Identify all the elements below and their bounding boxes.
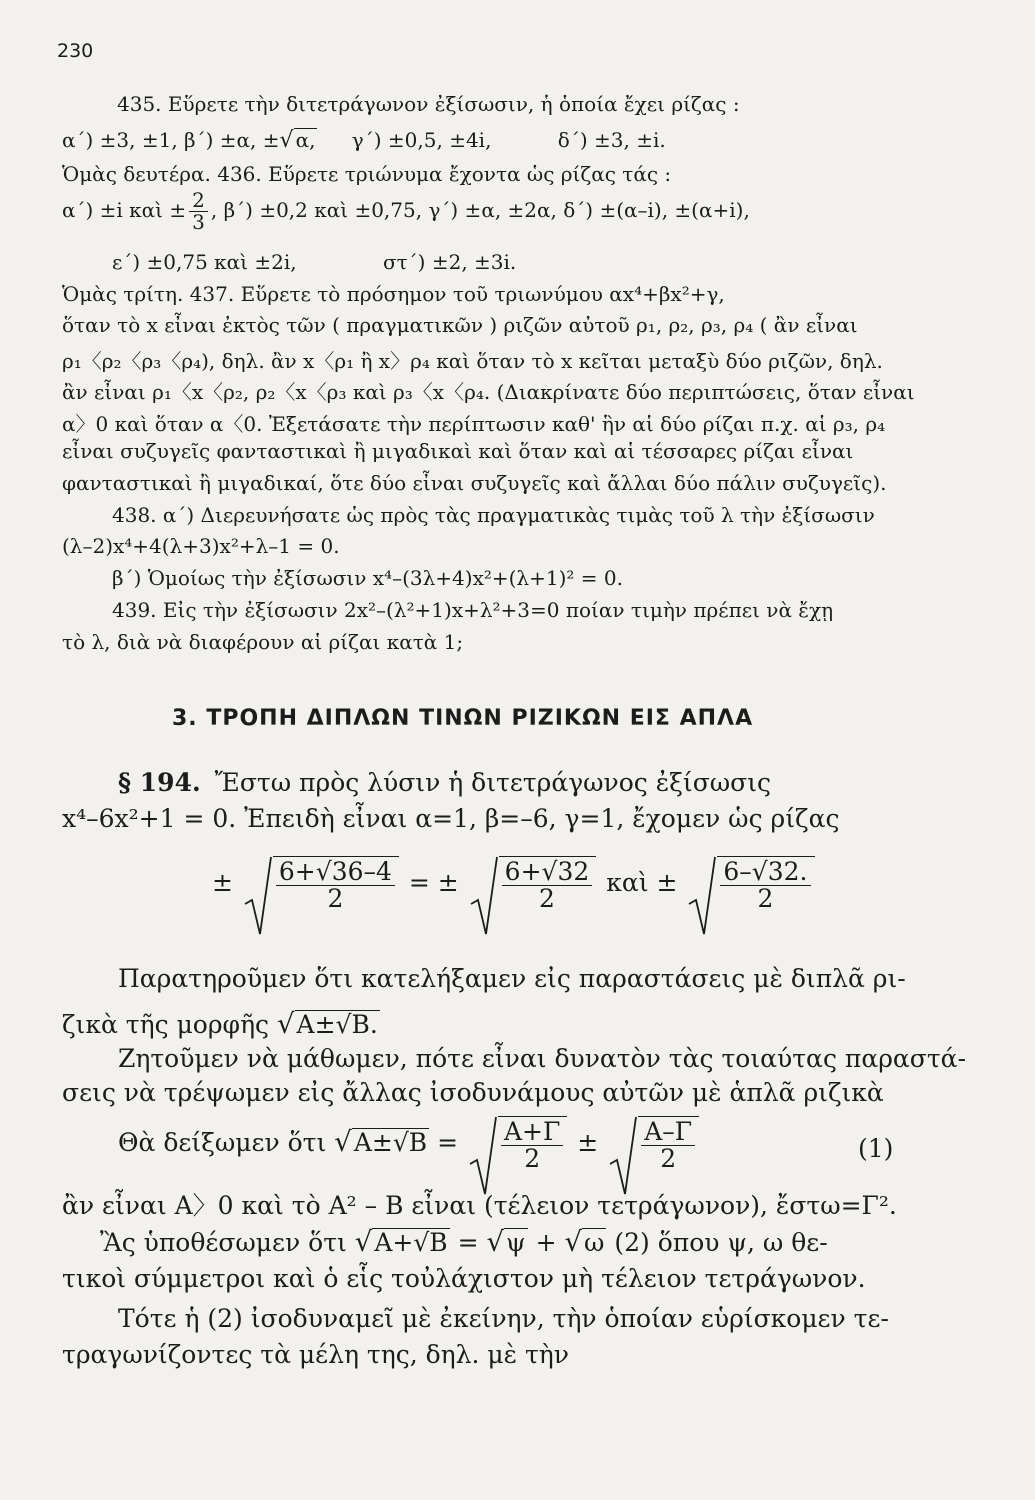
text-line-27: τικοὶ σύμμετροι καὶ ὁ εἷς τοὐλάχιστον μὴ τέλειον τετράγωνον. — [62, 1264, 866, 1293]
identity-1-lhs: A±√B — [353, 1127, 428, 1157]
identity-root-2-fraction — [641, 1119, 695, 1173]
text-line-7: ὅταν τὸ x εἶναι ἐκτὸς τῶν ( πραγματικῶν ) ριζῶν αὐτοῦ ρ₁, ρ₂, ρ₃, ρ₄ ( ἂν εἶναι — [62, 313, 858, 337]
root-3-fraction — [720, 859, 810, 913]
answer-a-b: α΄) ±3, ±1, β΄) ±α, ± — [62, 128, 280, 152]
double-radical-form: A±√B. — [296, 1010, 378, 1039]
sqrt-icon: √ — [279, 128, 294, 153]
sqrt-psi: ψ — [506, 1228, 526, 1257]
roots-formula — [212, 856, 817, 913]
root-1-den: 2 — [327, 884, 344, 914]
assumption-2 — [100, 1226, 828, 1258]
text-line-21 — [62, 1008, 380, 1040]
radical-icon — [687, 856, 717, 936]
identity-root-2-den: 2 — [660, 1144, 677, 1174]
sqrt-alpha: α, — [295, 128, 316, 152]
group-three-heading: Ὁμὰς τρίτη. 437. Εὕρετε τὸ πρόσημον τοῦ τριωνύμου αx⁴+βx²+γ, — [62, 282, 725, 306]
answer-436-e: ε΄) ±0,75 καὶ ±2i, — [112, 250, 297, 274]
sqrt-omega: ω — [584, 1228, 605, 1257]
sqrt-icon: √ — [277, 1008, 295, 1040]
root-3 — [687, 856, 814, 913]
sqrt-icon: √ — [564, 1226, 583, 1258]
assumption-text: Ἂς ὑποθέσωμεν ὅτι — [100, 1228, 347, 1257]
identity-root-1-num: A+Γ — [501, 1119, 563, 1146]
identity-root-2-num: A–Γ — [641, 1119, 695, 1146]
frac-num: 2 — [189, 190, 208, 212]
equation-438a: (λ–2)x⁴+4(λ+3)x²+λ–1 = 0. — [62, 534, 340, 558]
text-line-20: Παρατηροῦμεν ὅτι κατελήξαμεν εἰς παραστάσεις μὲ διπλᾶ ρι- — [118, 964, 906, 993]
equals: = ± — [408, 867, 459, 897]
text-line-8: ρ₁〈ρ₂〈ρ₃〈ρ₄), δηλ. ἂν x〈ρ₁ ἢ x〉ρ₄ καὶ ὅταν τὸ x κεῖται μεταξὺ δύο ριζῶν, δηλ. — [62, 349, 883, 373]
page-number: 230 — [57, 40, 94, 62]
identity-root-1 — [468, 1116, 567, 1173]
answer-c: γ΄) ±0,5, ±4i, — [351, 128, 492, 152]
exercise-435: 435. Εὕρετε τὴν διτετράγωνον ἐξίσωσιν, ἡ ὁποία ἔχει ρίζας : — [117, 92, 740, 116]
radical-icon — [243, 856, 273, 936]
text-line-22: Ζητοῦμεν νὰ μάθωμεν, πότε εἶναι δυνατὸν τὰς τοιαύτας παραστά- — [118, 1044, 967, 1073]
frac-den: 3 — [192, 210, 205, 234]
root-2-den: 2 — [539, 884, 555, 914]
exercise-439-cont: τὸ λ, διὰ νὰ διαφέρουν αἱ ρίζαι κατὰ 1; — [62, 630, 464, 654]
section-number: § 194. — [118, 768, 201, 797]
identity-1 — [118, 1116, 701, 1173]
root-1 — [243, 856, 399, 913]
root-1-num: 6+√36–4 — [276, 859, 395, 886]
paragraph-194-text: Ἔστω πρὸς λύσιν ἡ διτετράγωνος ἐξίσωσις — [214, 768, 772, 797]
text-line-9: ἂν εἶναι ρ₁〈x〈ρ₂, ρ₂〈x〈ρ₃ καὶ ρ₃〈x〈ρ₄. (Διακρίνατε δύο περιπτώσεις, ὅταν εἶναι — [62, 380, 915, 404]
root-1-fraction — [276, 859, 395, 913]
exercise-439: 439. Εἰς τὴν ἐξίσωσιν 2x²–(λ²+1)x+λ²+3=0 ποίαν τιμὴν πρέπει νὰ ἔχῃ — [112, 598, 834, 622]
fraction-two-thirds — [189, 190, 208, 233]
text-line-23: σεις νὰ τρέψωμεν εἰς ἄλλας ἰσοδυνάμους αὐτῶν μὲ ἁπλᾶ ριζικὰ — [62, 1078, 884, 1107]
answer-436-st: στ΄) ±2, ±3i. — [382, 250, 517, 274]
text-line-11: εἶναι συζυγεῖς φανταστικαὶ ἢ μιγαδικαὶ καὶ ὅταν καὶ αἱ τέσσαρες ρίζαι εἶναι — [62, 439, 854, 463]
identity-root-1-fraction — [501, 1119, 563, 1173]
plus-minus: ± — [577, 1127, 599, 1157]
plus-minus: ± — [212, 867, 233, 897]
equation-line: x⁴–6x²+1 = 0. Ἐπειδὴ εἶναι α=1, β=–6, γ=1, ἔχομεν ὡς ρίζας — [62, 804, 840, 833]
sqrt-icon: √ — [334, 1125, 352, 1158]
group-two-heading: Ὁμὰς δευτέρα. 436. Εὕρετε τριώνυμα ἔχοντα ὡς ρίζας τάς : — [62, 162, 672, 186]
text-line-10: α〉0 καὶ ὅταν α〈0. Ἐξετάσατε τὴν περίπτωσιν καθ' ἣν αἱ δύο ρίζαι π.χ. αἱ ρ₃, ρ₄ — [62, 412, 886, 436]
and-text: καὶ ± — [606, 867, 678, 897]
root-3-den: 2 — [757, 884, 774, 914]
exercise-435-answers — [62, 128, 666, 153]
radical-icon — [468, 1116, 498, 1196]
root-3-num: 6–√32. — [720, 859, 810, 886]
identity-root-2 — [608, 1116, 699, 1173]
sqrt-icon: √ — [486, 1226, 505, 1258]
plus: + — [535, 1228, 557, 1257]
radical-icon — [469, 856, 499, 936]
root-2-num: 6+√32 — [502, 859, 593, 886]
equation-tag-1: (1) — [858, 1134, 894, 1163]
identity-1-text: Θὰ δείξωμεν ὅτι — [118, 1127, 327, 1157]
identity-root-1-den: 2 — [524, 1144, 541, 1174]
form-text: ζικὰ τῆς μορφῆς — [62, 1010, 270, 1039]
equals: = — [437, 1127, 459, 1157]
answer-436-a: α΄) ±i καὶ ± — [62, 198, 187, 222]
paragraph-194 — [118, 768, 771, 797]
equation-438b: β΄) Ὁμοίως τὴν ἐξίσωσιν x⁴–(3λ+4)x²+(λ+1)² = 0. — [112, 566, 623, 590]
root-2-fraction — [502, 859, 593, 913]
text-line-29: τραγωνίζοντες τὰ μέλη της, δηλ. μὲ τὴν — [62, 1340, 569, 1369]
assumption-tail: (2) ὅπου ψ, ω θε- — [614, 1228, 828, 1257]
root-2 — [469, 856, 597, 913]
text-line-25: ἂν εἶναι A〉0 καὶ τὸ A² – B εἶναι (τέλειον τετράγωνον), ἔστω=Γ². — [62, 1191, 897, 1220]
assumption-lhs: A+√B — [374, 1228, 448, 1257]
exercise-438: 438. α΄) Διερευνήσατε ὡς πρὸς τὰς πραγματικὰς τιμὰς τοῦ λ τὴν ἐξίσωσιν — [112, 503, 875, 527]
equals: = — [457, 1228, 479, 1257]
text-line-12: φανταστικαὶ ἢ μιγαδικαί, ὅτε δύο εἶναι συζυγεῖς καὶ ἄλλαι δύο πάλιν συζυγεῖς). — [62, 471, 887, 495]
text-line-28: Τότε ἡ (2) ἰσοδυναμεῖ μὲ ἐκείνην, τὴν ὁποίαν εὑρίσκομεν τε- — [118, 1304, 889, 1333]
sqrt-icon: √ — [354, 1226, 373, 1258]
section-title: 3. ΤΡΟΠΗ ΔΙΠΛΩΝ ΤΙΝΩΝ ΡΙΖΙΚΩΝ ΕΙΣ ΑΠΛΑ — [172, 706, 754, 731]
answer-436-bcd: , β΄) ±0,2 καὶ ±0,75, γ΄) ±α, ±2α, δ΄) ±(α–i), ±(α+i), — [210, 198, 750, 222]
radical-icon — [608, 1116, 638, 1196]
answer-d: δ΄) ±3, ±i. — [557, 128, 666, 152]
exercise-436-answers — [62, 190, 750, 233]
exercise-436-answers-2 — [112, 250, 516, 274]
